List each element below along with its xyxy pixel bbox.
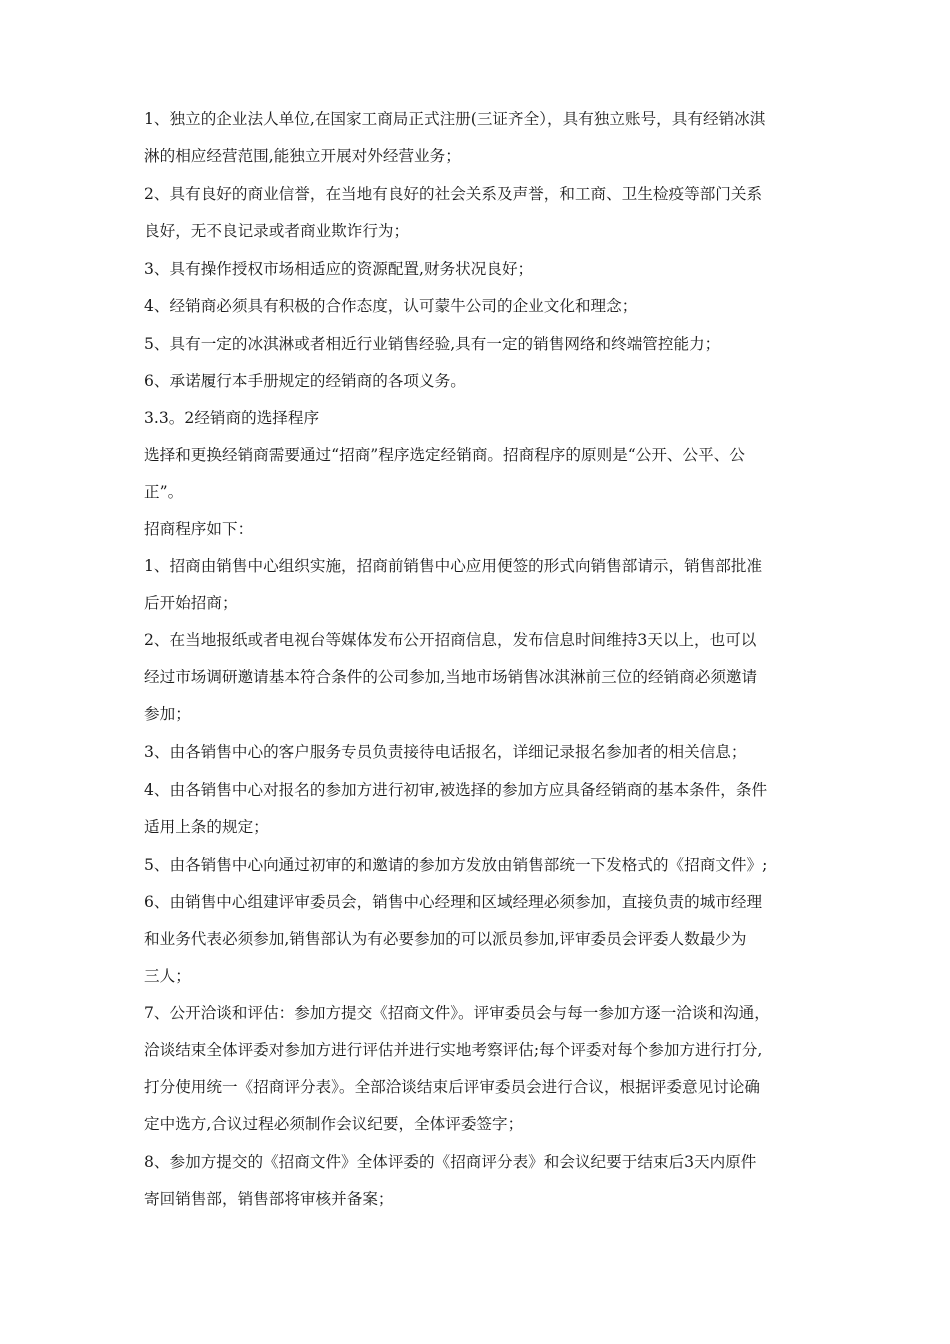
paragraph-line: 招商程序如下： [144,520,254,538]
paragraph-line: 淋的相应经营范围,能独立开展对外经营业务； [144,147,461,165]
paragraph-line: 4、经销商必须具有积极的合作态度，认可蒙牛公司的企业文化和理念； [144,297,638,315]
paragraph-line: 3、由各销售中心的客户服务专员负责接待电话报名，详细记录报名参加者的相关信息； [144,743,747,761]
paragraph-line: 1、招商由销售中心组织实施，招商前销售中心应用便签的形式向销售部请示，销售部批准 [144,557,763,575]
paragraph-line: 适用上条的规定； [144,818,269,836]
paragraph-line: 和业务代表必须参加,销售部认为有必要参加的可以派员参加,评审委员会评委人数最少为 [144,930,747,948]
paragraph-line: 选择和更换经销商需要通过“招商”程序选定经销商。招商程序的原则是“公开、公平、公 [144,446,745,464]
paragraph-line: 6、由销售中心组建评审委员会，销售中心经理和区域经理必须参加，直接负责的城市经理 [144,893,763,911]
paragraph-line: 6、承诺履行本手册规定的经销商的各项义务。 [144,372,466,390]
paragraph-line: 正”。 [144,483,184,501]
paragraph-line: 2、具有良好的商业信誉，在当地有良好的社会关系及声誉，和工商、卫生检疫等部门关系 [144,185,763,203]
paragraph-line: 经过市场调研邀请基本符合条件的公司参加,当地市场销售冰淇淋前三位的经销商必须邀请 [144,668,758,686]
paragraph-line: 打分使用统一《招商评分表》。全部洽谈结束后评审委员会进行合议，根据评委意见讨论确 [144,1078,760,1096]
paragraph-line: 后开始招商； [144,594,238,612]
paragraph-line: 良好，无不良记录或者商业欺诈行为； [144,222,410,240]
paragraph-line: 7、公开洽谈和评估：参加方提交《招商文件》。评审委员会与每一参加方逐一洽谈和沟通， [144,1004,770,1022]
paragraph-line: 洽谈结束全体评委对参加方进行评估并进行实地考察评估;每个评委对每个参加方进行打分, [144,1041,763,1059]
paragraph-line: 1、独立的企业法人单位,在国家工商局正式注册(三证齐全），具有独立账号，具有经销冰淇 [144,110,766,128]
paragraph-line: 2、在当地报纸或者电视台等媒体发布公开招商信息，发布信息时间维持3天以上，也可以 [144,631,757,649]
paragraph-line: 5、具有一定的冰淇淋或者相近行业销售经验,具有一定的销售网络和终端管控能力； [144,335,721,353]
paragraph-line: 3、具有操作授权市场相适应的资源配置,财务状况良好； [144,260,534,278]
paragraph-line: 寄回销售部，销售部将审核并备案； [144,1190,394,1208]
paragraph-line: 参加； [144,705,191,723]
paragraph-line: 定中选方,合议过程必须制作会议纪要，全体评委签字； [144,1115,524,1133]
paragraph-line: 三人； [144,967,191,985]
paragraph-line: 4、由各销售中心对报名的参加方进行初审,被选择的参加方应具备经销商的基本条件，条件 [144,781,768,799]
paragraph-line: 5、由各销售中心向通过初审的和邀请的参加方发放由销售部统一下发格式的《招商文件》; [144,856,768,874]
section-heading: 3.3。2经销商的选择程序 [144,409,320,427]
paragraph-line: 8、参加方提交的《招商文件》全体评委的《招商评分表》和会议纪要于结束后3天内原件 [144,1153,757,1171]
